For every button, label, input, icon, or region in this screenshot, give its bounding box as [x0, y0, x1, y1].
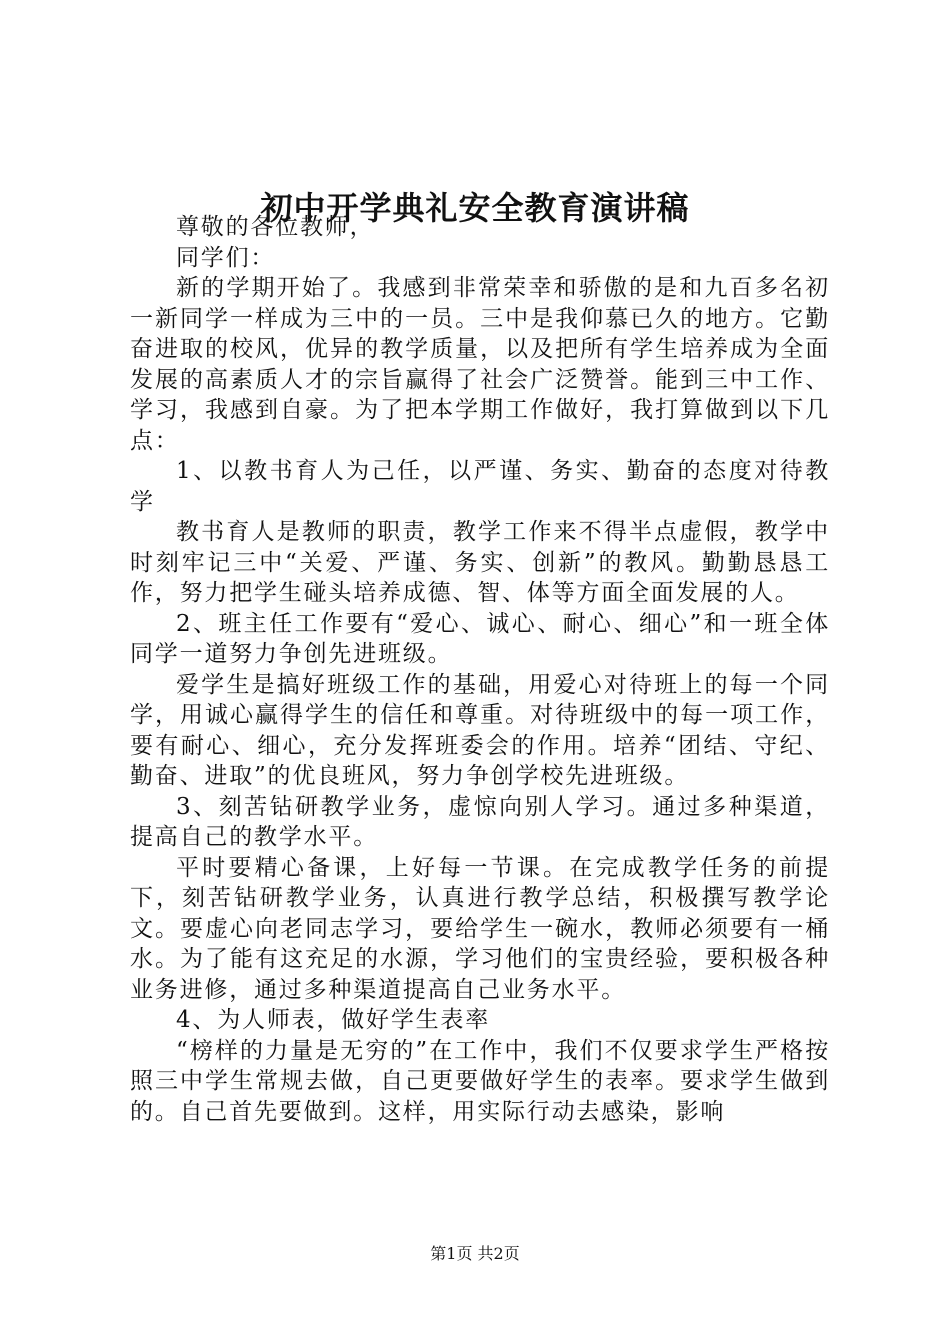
paragraph-point-4-body: “榜样的力量是无穷的”在工作中，我们不仅要求学生严格按照三中学生常规去做，自己更要做好学生的表率。要求学生做到的。自己首先要做到。这样，用实际行动去感染，影响 [130, 1037, 830, 1125]
page-number-footer: 第1页 共2页 [430, 1244, 520, 1263]
paragraph-point-1-body: 教书育人是教师的职责，教学工作来不得半点虚假，教学中时刻牢记三中“关爱、严谨、务实、创新”的教风。勤勤恳恳工作，努力把学生碰头培养成德、智、体等方面全面发展的人。 [130, 519, 830, 606]
paragraph-salutation-students: 同学们： [176, 244, 276, 271]
document-body [130, 212, 830, 1127]
paragraph-point-1-heading: 1、以教书育人为己任，以严谨、务实、勤奋的态度对待教学 [130, 458, 830, 515]
paragraph-point-3-body: 平时要精心备课，上好每一节课。在完成教学任务的前提下，刻苦钻研教学业务，认真进行教学总结，积极撰写教学论文。要虚心向老同志学习，要给学生一碗水，教师必须要有一桶水。为了能有这充足的水源，学习他们的宝贵经验，要积极各种业务进修，通过多种渠道提高自己业务水平。 [130, 854, 830, 1003]
paragraph-point-3-heading: 3、刻苦钻研教学业务，虚惊向别人学习。通过多种渠道，提高自己的教学水平。 [130, 793, 830, 850]
paragraph-point-4-heading: 4、为人师表，做好学生表率 [176, 1007, 491, 1033]
paragraph-point-2-body: 爱学生是搞好班级工作的基础，用爱心对待班上的每一个同学，用诚心赢得学生的信任和尊重。对待班级中的每一项工作，要有耐心、细心，充分发挥班委会的作用。培养“团结、守纪、勤奋、进取”的优良班风，努力争创学校先进班级。 [130, 671, 830, 789]
paragraph-intro: 新的学期开始了。我感到非常荣幸和骄傲的是和九百多名初一新同学一样成为三中的一员。三中是我仰慕已久的地方。它勤奋进取的校风，优异的教学质量，以及把所有学生培养成为全面发展的高素质人才的宗旨赢得了社会广泛赞誉。能到三中工作、学习，我感到自豪。为了把本学期工作做好，我打算做到以下几点： [130, 275, 830, 454]
paragraph-point-2-heading: 2、班主任工作要有“爱心、诚心、耐心、细心”和一班全体同学一道努力争创先进班级。 [130, 610, 830, 667]
paragraph-salutation-teachers: 尊敬的各位教师， [176, 214, 375, 240]
document-title: 初中开学典礼安全教育演讲稿 [260, 189, 690, 227]
